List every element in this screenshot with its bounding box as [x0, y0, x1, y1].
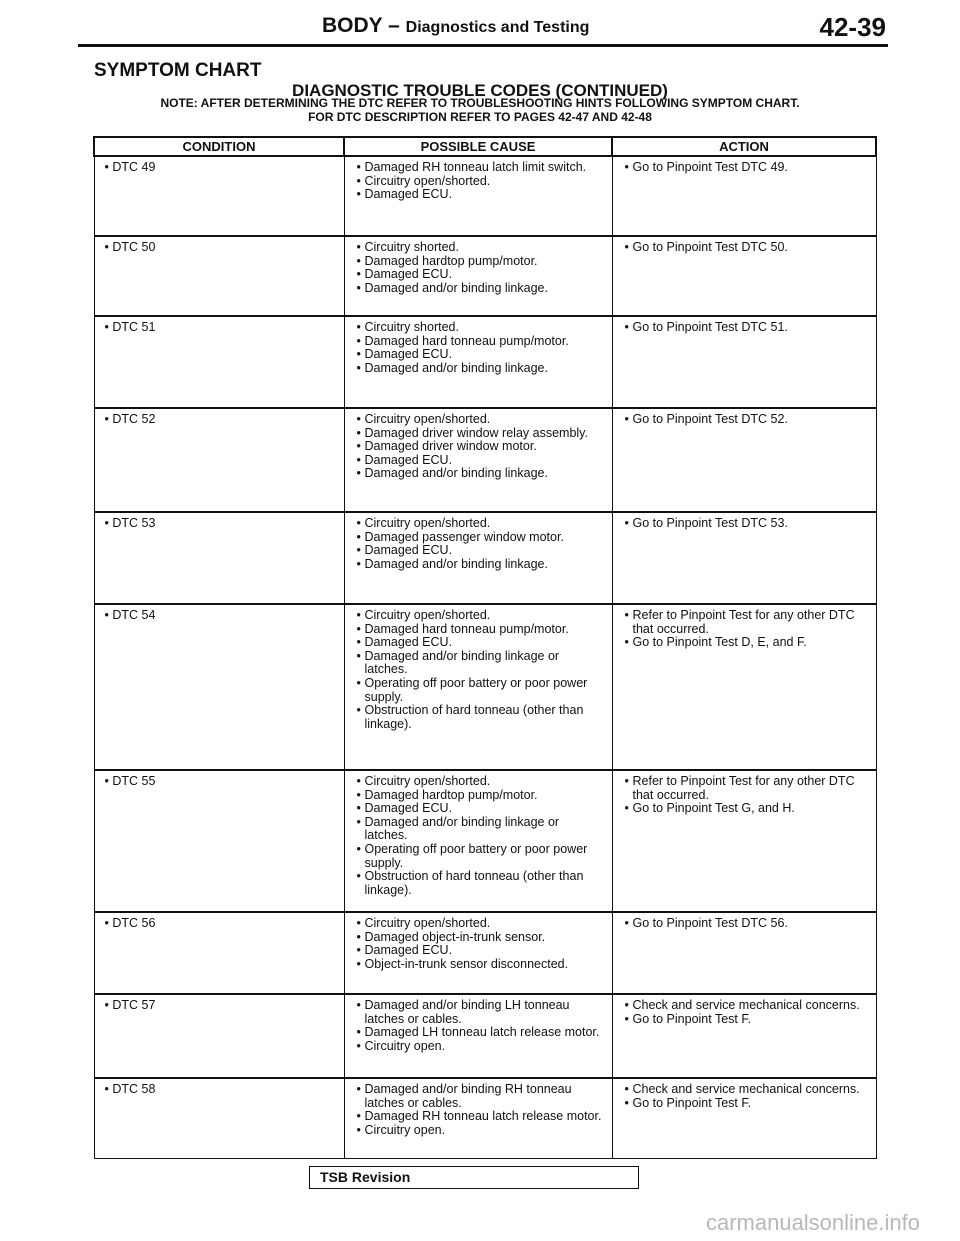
cause-list [353, 517, 606, 571]
header-section: BODY [322, 14, 383, 37]
cause-item: • Damaged ECU. [353, 544, 606, 558]
action-list [621, 321, 870, 335]
cause-item: • Damaged ECU. [353, 944, 606, 958]
action-item: • Check and service mechanical concerns. [621, 999, 870, 1013]
tsb-revision-label: TSB Revision [320, 1169, 411, 1185]
cause-list [353, 241, 606, 295]
condition-text: • DTC 53 [104, 516, 156, 530]
cause-item: • Damaged object-in-trunk sensor. [353, 931, 606, 945]
cause-item: • Obstruction of hard tonneau (other than linkage). [353, 870, 606, 897]
action-cell [612, 156, 876, 236]
action-item: • Go to Pinpoint Test D, E, and F. [621, 636, 870, 650]
cause-list [353, 321, 606, 375]
table-row [94, 912, 876, 994]
table-row [94, 408, 876, 512]
condition-text: • DTC 58 [104, 1082, 156, 1096]
watermark-text: carmanualsonline.info [705, 1210, 920, 1235]
cause-item: • Damaged and/or binding linkage. [353, 558, 606, 572]
table-row [94, 512, 876, 604]
condition-text: • DTC 51 [104, 320, 156, 334]
cause-list [353, 1083, 606, 1137]
possible-cause-cell [344, 408, 612, 512]
condition-cell [94, 994, 344, 1078]
cause-item: • Object-in-trunk sensor disconnected. [353, 958, 606, 972]
cause-item: • Damaged driver window motor. [353, 440, 606, 454]
cause-item: • Damaged ECU. [353, 188, 606, 202]
table-body [94, 156, 876, 1158]
possible-cause-cell [344, 316, 612, 408]
action-item: • Go to Pinpoint Test DTC 53. [621, 517, 870, 531]
cause-item: • Damaged driver window relay assembly. [353, 427, 606, 441]
tsb-revision-box [309, 1166, 639, 1189]
cause-item: • Circuitry open/shorted. [353, 517, 606, 531]
page-header [78, 10, 888, 47]
cause-item: • Damaged hard tonneau pump/motor. [353, 335, 606, 349]
action-item: • Refer to Pinpoint Test for any other DTC that occurred. [621, 609, 870, 636]
cause-item: • Circuitry open/shorted. [353, 413, 606, 427]
cause-item: • Circuitry open/shorted. [353, 775, 606, 789]
section-title: SYMPTOM CHART [94, 60, 262, 81]
action-cell [612, 912, 876, 994]
cause-item: • Damaged and/or binding RH tonneau latches or cables. [353, 1083, 606, 1110]
possible-cause-cell [344, 512, 612, 604]
condition-cell [94, 1078, 344, 1158]
possible-cause-cell [344, 156, 612, 236]
action-item: • Refer to Pinpoint Test for any other DTC that occurred. [621, 775, 870, 802]
cause-list [353, 161, 606, 202]
action-item: • Check and service mechanical concerns. [621, 1083, 870, 1097]
possible-cause-cell [344, 912, 612, 994]
condition-cell [94, 604, 344, 770]
possible-cause-cell [344, 994, 612, 1078]
action-item: • Go to Pinpoint Test F. [621, 1097, 870, 1111]
cause-list [353, 775, 606, 897]
condition-cell [94, 236, 344, 316]
note-line-1: NOTE: AFTER DETERMINING THE DTC REFER TO TROUBLESHOOTING HINTS FOLLOWING SYMPTOM CHART. [160, 96, 800, 110]
column-header-possible-cause: POSSIBLE CAUSE [344, 137, 612, 156]
condition-text: • DTC 55 [104, 774, 156, 788]
cause-item: • Circuitry open/shorted. [353, 175, 606, 189]
cause-item: • Circuitry shorted. [353, 241, 606, 255]
cause-item: • Damaged RH tonneau latch release motor. [353, 1110, 606, 1124]
note-line-2: FOR DTC DESCRIPTION REFER TO PAGES 42-47 AND 42-48 [308, 110, 652, 124]
condition-text: • DTC 56 [104, 916, 156, 930]
action-item: • Go to Pinpoint Test G, and H. [621, 802, 870, 816]
table-row [94, 236, 876, 316]
condition-text: • DTC 50 [104, 240, 156, 254]
cause-list [353, 999, 606, 1053]
cause-item: • Damaged ECU. [353, 454, 606, 468]
cause-list [353, 917, 606, 971]
cause-item: • Damaged and/or binding linkage or latches. [353, 816, 606, 843]
action-list [621, 775, 870, 816]
cause-item: • Circuitry open/shorted. [353, 609, 606, 623]
cause-item: • Damaged and/or binding linkage or latches. [353, 650, 606, 677]
action-list [621, 999, 870, 1026]
action-cell [612, 1078, 876, 1158]
page-number: 42-39 [819, 12, 886, 42]
table-row [94, 770, 876, 912]
cause-item: • Damaged hardtop pump/motor. [353, 789, 606, 803]
cause-item: • Circuitry open/shorted. [353, 917, 606, 931]
cause-item: • Circuitry shorted. [353, 321, 606, 335]
action-cell [612, 408, 876, 512]
possible-cause-cell [344, 770, 612, 912]
cause-item: • Damaged and/or binding linkage. [353, 467, 606, 481]
action-list [621, 1083, 870, 1110]
action-list [621, 161, 870, 175]
possible-cause-cell [344, 236, 612, 316]
cause-item: • Obstruction of hard tonneau (other than linkage). [353, 704, 606, 731]
table-row [94, 994, 876, 1078]
cause-item: • Damaged ECU. [353, 802, 606, 816]
condition-text: • DTC 49 [104, 160, 156, 174]
action-cell [612, 994, 876, 1078]
action-list [621, 517, 870, 531]
table-row [94, 604, 876, 770]
action-item: • Go to Pinpoint Test DTC 50. [621, 241, 870, 255]
table-row [94, 316, 876, 408]
action-list [621, 413, 870, 427]
cause-item: • Operating off poor battery or poor power supply. [353, 843, 606, 870]
action-list [621, 241, 870, 255]
action-item: • Go to Pinpoint Test DTC 49. [621, 161, 870, 175]
table-row [94, 1078, 876, 1158]
column-header-condition: CONDITION [94, 137, 344, 156]
condition-cell [94, 156, 344, 236]
sub-title: DIAGNOSTIC TROUBLE CODES (CONTINUED) [292, 81, 668, 100]
action-list [621, 609, 870, 650]
action-cell [612, 512, 876, 604]
action-cell [612, 316, 876, 408]
table-header-row [94, 137, 876, 156]
action-item: • Go to Pinpoint Test DTC 56. [621, 917, 870, 931]
condition-cell [94, 912, 344, 994]
action-item: • Go to Pinpoint Test DTC 51. [621, 321, 870, 335]
cause-item: • Damaged ECU. [353, 268, 606, 282]
possible-cause-cell [344, 1078, 612, 1158]
cause-list [353, 609, 606, 731]
action-list [621, 917, 870, 931]
column-header-action: ACTION [612, 137, 876, 156]
table-row [94, 156, 876, 236]
cause-item: • Damaged and/or binding LH tonneau latches or cables. [353, 999, 606, 1026]
header-separator: – [382, 14, 406, 37]
cause-item: • Damaged hardtop pump/motor. [353, 255, 606, 269]
cause-item: • Damaged RH tonneau latch limit switch. [353, 161, 606, 175]
cause-list [353, 413, 606, 481]
condition-cell [94, 512, 344, 604]
header-subtitle: Diagnostics and Testing [405, 19, 590, 36]
cause-item: • Damaged LH tonneau latch release motor. [353, 1026, 606, 1040]
action-cell [612, 604, 876, 770]
condition-cell [94, 316, 344, 408]
header-title [322, 14, 589, 38]
cause-item: • Damaged passenger window motor. [353, 531, 606, 545]
action-cell [612, 236, 876, 316]
condition-cell [94, 770, 344, 912]
cause-item: • Circuitry open. [353, 1124, 606, 1138]
cause-item: • Damaged ECU. [353, 636, 606, 650]
condition-text: • DTC 54 [104, 608, 156, 622]
cause-item: • Circuitry open. [353, 1040, 606, 1054]
cause-item: • Damaged and/or binding linkage. [353, 282, 606, 296]
symptom-chart-table [93, 136, 877, 1159]
action-cell [612, 770, 876, 912]
condition-text: • DTC 57 [104, 998, 156, 1012]
cause-item: • Damaged hard tonneau pump/motor. [353, 623, 606, 637]
cause-item: • Damaged and/or binding linkage. [353, 362, 606, 376]
condition-text: • DTC 52 [104, 412, 156, 426]
action-item: • Go to Pinpoint Test F. [621, 1013, 870, 1027]
action-item: • Go to Pinpoint Test DTC 52. [621, 413, 870, 427]
cause-item: • Operating off poor battery or poor power supply. [353, 677, 606, 704]
possible-cause-cell [344, 604, 612, 770]
cause-item: • Damaged ECU. [353, 348, 606, 362]
condition-cell [94, 408, 344, 512]
